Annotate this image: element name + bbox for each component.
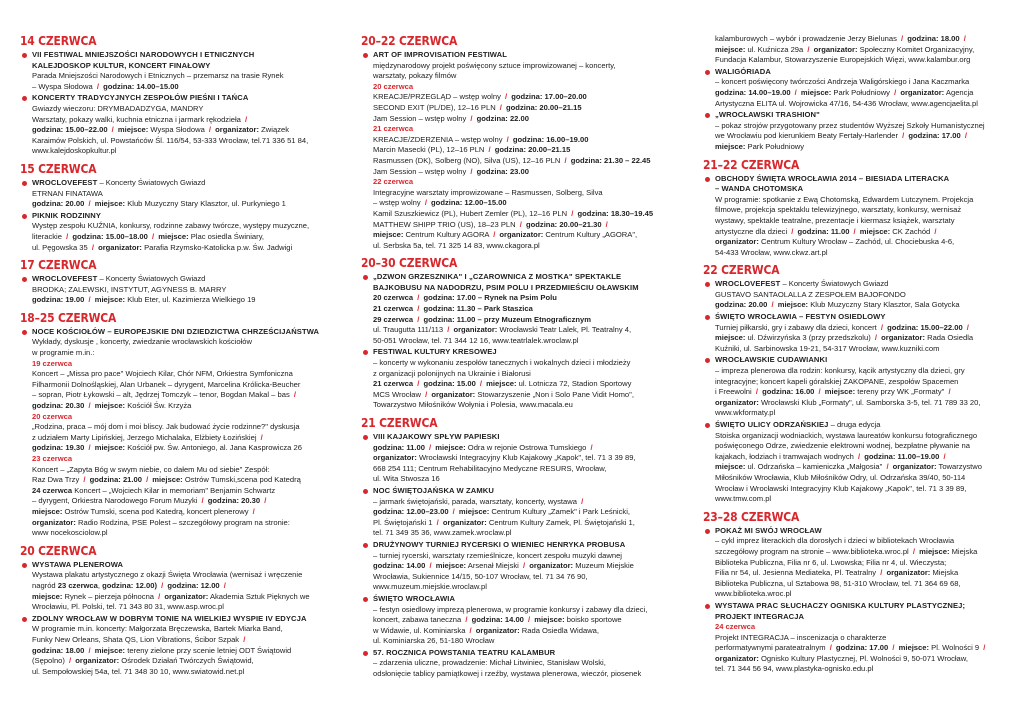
event-text-line: (Sępolno) / organizator: Ośrodek Działań Twórczych Świątowid,: [32, 656, 254, 666]
event-text-line: www.tmw.com.pl: [715, 494, 772, 504]
event-text-line: ul. Serbska 5a, tel. 71 325 14 83, www.ckagora.pl: [373, 240, 540, 250]
event-text-line: Wystawa plakatu artystycznego z okazji Święta Wrocławia (wernisaż i wręczenie: [32, 570, 303, 580]
event-text-line: www.biblioteka.wroc.pl: [715, 589, 792, 599]
bullet-icon: [22, 330, 27, 335]
event-title: WYSTAWA PRAC SŁUCHACZY OGNISKA KULTURY PLASTYCZNEJ;: [715, 600, 966, 610]
event-text-line: w programie m.in.:: [32, 348, 95, 358]
bullet-icon: [22, 53, 27, 58]
event-entry: [703, 526, 1007, 600]
event-text-line: godzina: 19.30 / miejsce: Kościół pw. Św. Antoniego, al. Jana Kasprowicza 26: [32, 443, 302, 453]
event-text-line: performatywnymi parateatralnym / godzina: 17.00 / miejsce: Pl. Wolności 9 /: [715, 643, 986, 653]
event-text-line: www nocekosciolow.pl: [32, 528, 108, 538]
event-text-line: – festyn osiedlowy imprezą plenerowa, w programie konkursy i zabawy dla dzieci,: [373, 604, 648, 614]
date-heading: 17 CZERWCA: [20, 257, 97, 273]
event-text-line: poświęconego Odrze, zwiedzenie elektrowni wodnej, bezpłatne pływanie na: [715, 441, 970, 451]
event-text-line: – koncerty w wykonaniu zespołów tanecznych i wokalnych dzieci i młodzieży: [373, 358, 631, 368]
event-text-line: Towarzystwo Miłośników Wołynia i Polesia, www.macala.eu: [373, 400, 573, 410]
event-text-line: 24 czerwca Koncert – „Wojciech Kilar in memoriam" Benjamin Schwartz: [32, 485, 276, 495]
event-text-line: organizator: Radio Rodzina, PSE Polest – szczegółowy program na stronie:: [32, 517, 290, 527]
event-text-line: tel. 71 344 56 94, www.plastyka-ognisko.edu.pl: [715, 664, 874, 674]
event-text-line: Kuźniki, ul. Sarbinowska 19-21, 54-317 Wrocław, www.kuzniki.com: [715, 343, 940, 353]
event-title: ART OF IMPROVISATION FESTIWAL: [373, 50, 507, 59]
event-title: WALIGÓRIADA: [715, 66, 771, 76]
date-heading: 22 CZERWCA: [703, 262, 780, 278]
event-entry: [361, 50, 679, 251]
event-text-line: filmowe, projekcja spektaklu telewizyjnego, warsztaty, konkursy, wernisaż: [715, 205, 962, 215]
event-text-line: organizator: Centrum Kultury Wrocław – Zachód, ul. Chociebuska 4-6,: [715, 237, 955, 247]
column-left: [20, 34, 328, 678]
event-title: ŚWIĘTO ULICY ODRZAŃSKIEJ – druga edycja: [715, 420, 881, 429]
bullet-icon: [22, 181, 27, 186]
event-text-line: integracyjne; koncert kapeli góralskiej ZAKOPANE, zespołów Spacemen: [715, 376, 959, 386]
event-text-line: z organizacji polonijnych na Ukrainie i Białorusi: [373, 368, 531, 378]
event-text-line: 24 czerwca: [715, 622, 756, 632]
event-title: POKAŻ MI SWÓJ WROCŁAW: [715, 525, 822, 535]
event-text-line: 668 254 111; Centrum Rehabilitacyjno Medyczne RESURS, Wrocław,: [373, 463, 607, 473]
event-text-line: Biblioteka Publiczna, ul Sztabowa 98, 51-310 Wrocław, tel. 71 364 69 68,: [715, 578, 961, 588]
event-text-line: Filia nr 54, ul. Jesienna Mediateka, Pl. Teatralny / organizator: Miejska: [715, 568, 959, 578]
event-text-line: – impreza plenerowa dla rodzin: konkursy, kącik artystyczny dla dzieci, gry: [715, 366, 965, 376]
event-text-line: Koncert – „Missa pro pace" Wojciech Kilar, Chór NFM, Orkiestra Symfoniczna: [32, 369, 293, 379]
event-title: „WROCŁAWSKI TRASHION": [715, 110, 820, 120]
event-text-line: 29 czerwca / godzina: 11.00 – przy Muzeum Etnograficznym: [373, 314, 591, 324]
event-text-line: miejsce: ul. Dźwirzyńska 3 (przy przedszkolu) / organizator: Rada Osiedla: [715, 333, 974, 343]
event-text-line: godzina: 12.00–23.00 / miejsce: Centrum Kultury „Zamek" i Park Leśnicki,: [373, 507, 631, 517]
event-text-line: Karaimów Polskich, ul. Powstańców Śl. 116/54, 53-333 Wrocław, tel.71 336 51 84,: [32, 135, 309, 145]
event-text-line: z udziałem Marty Lipińskiej, Jerzego Michalaka, Elżbiety Łozińskiej /: [32, 432, 263, 442]
event-text-line: Kamil Szuszkiewicz (PL), Hubert Zemler (PL), 12–16 PLN / godzina: 18.30–19.45: [373, 208, 654, 218]
event-text-line: www.kalejdoskopkultur.pl: [32, 146, 117, 156]
bullet-icon: [363, 350, 368, 355]
event-text-line: godzina: 18.00 / miejsce: tereny zielone przy scenie letniej ODT Świątowid: [32, 645, 292, 655]
event-text-line: 20 czerwca: [32, 411, 73, 421]
column-middle: [361, 34, 679, 681]
event-text-line: W programie: spotkanie z Ewą Chotomską, Edwardem Lutczynem. Projekcja: [715, 194, 974, 204]
event-text-line: organizator: Wrocławski Integracyjny Klub Kajakowy „Kapok", tel. 71 3 39 89,: [373, 453, 636, 463]
event-text-line: godzina: 14.00 / miejsce: Arsenał Miejski / organizator: Muzeum Miejskie: [373, 561, 634, 571]
event-text-line: 19 czerwca: [32, 358, 73, 368]
event-entry: [361, 272, 679, 346]
event-text-line: ul. Traugutta 111/113 / organizator: Wrocławski Teatr Lalek, Pl. Teatralny 4,: [373, 325, 632, 335]
date-heading: 20–30 CZERWCA: [361, 255, 458, 271]
event-entry: [703, 355, 1007, 419]
event-text-line: godzina: 20.00 / miejsce: Klub Muzyczny Stary Klasztor, Sala Gotycka: [715, 300, 960, 310]
event-title: WROCŁAWSKIE CUDAWIANKI: [715, 355, 828, 365]
event-text-line: Wykłady, dyskusje , koncerty, zwiedzanie wrocławskich kościołów: [32, 337, 252, 347]
bullet-icon: [22, 277, 27, 282]
event-text-line: 23 czerwca: [32, 454, 73, 463]
event-text-line: Fundacja Kalambur, Stowarzyszenie Europejskich Więzi, www.kalambur.org: [715, 55, 971, 65]
event-title-note: – Koncerty Światowych Gwiazd: [780, 279, 889, 289]
event-entry: [703, 312, 1007, 354]
event-title: NOC ŚWIĘTOJAŃSKA W ZAMKU: [373, 485, 494, 495]
date-heading: 14 CZERWCA: [20, 33, 97, 48]
event-text-line: 20 czerwca: [373, 81, 414, 91]
bullet-icon: [363, 651, 368, 656]
event-text-line: – turniej rycerski, warsztaty rzemieślnicze, koncert zespołu muzyki dawnej: [373, 550, 622, 560]
event-text-line: godzina: 20.30 / miejsce: Kościół Św. Krzyża: [32, 401, 192, 411]
event-text-line: Projekt INTEGRACJA – inscenizacja o charakterze: [715, 632, 887, 642]
event-text-line: 21 czerwca: [373, 124, 414, 134]
event-title-note: – druga edycja: [828, 420, 881, 429]
event-entry: [703, 420, 1007, 505]
event-entry: [20, 50, 328, 92]
event-text-line: – wstęp wolny / godzina: 12.00–15.00: [373, 198, 507, 208]
event-text-line: godzina: 11.00 / miejsce: Odra w rejonie Ostrowa Tumskiego /: [373, 442, 593, 452]
event-title: WROCLOVEFEST – Koncerty Światowych Gwiazd: [32, 177, 206, 187]
bullet-icon: [22, 617, 27, 622]
bullet-icon: [705, 113, 710, 118]
event-text-line: tel. 71 349 35 36, www.zamek.wroclaw.pl: [373, 528, 512, 538]
event-text-line: godzina: 19.00 / miejsce: Klub Eter, ul. Kazimierza Wielkiego 19: [32, 295, 256, 305]
event-title-note: – Koncerty Światowych Gwiazd: [97, 177, 206, 187]
event-entry: [703, 67, 1007, 109]
bullet-icon: [363, 275, 368, 280]
date-heading: 15 CZERWCA: [20, 160, 97, 176]
event-text-line: we Wrocławiu pod kierunkiem Beaty Fertały-Harlender / godzina: 17.00 /: [715, 131, 967, 141]
bullet-icon: [22, 214, 27, 219]
event-text-line: MCS Wrocław / organizator: Stowarzyszenie „Non i Solo Pane Vidit Homo",: [373, 389, 634, 399]
event-title: 57. ROCZNICA POWSTANIA TEATRU KALAMBUR: [373, 647, 556, 657]
event-title: ŚWIĘTO WROCŁAWIA: [373, 593, 456, 603]
event-text-line: GUSTAVO SANTAOLALLA Z ZESPOŁEM BAJOFONDO: [715, 289, 906, 299]
bullet-icon: [705, 604, 710, 609]
event-text-line: Warsztaty, pokazy walki, kuchnia etniczna i jarmark rękodzieła /: [32, 114, 248, 124]
bullet-icon: [363, 53, 368, 58]
event-text-line: Biblioteka Publiczna, Filia nr 6, ul. Lwowska; Filia nr 4, ul. Wieczysta;: [715, 557, 947, 567]
event-text-line: Raz Dwa Trzy / godzina: 21.00 / miejsce: Ostrów Tumski,scena pod Katedrą: [32, 475, 301, 485]
event-text-line: godzina: 20.00 / miejsce: Klub Muzyczny Stary Klasztor, ul. Purkyniego 1: [32, 199, 286, 209]
event-text-line: – cykl imprez literackich dla dorosłych i dzieci w bibliotekach Wrocławia: [715, 536, 955, 546]
event-text-line: Filharmonii Dolnośląskiej, Alan Urbanek – dyrygent, Marcelina Królicka-Beucher: [32, 379, 301, 389]
event-entry: [20, 274, 328, 306]
bullet-icon: [705, 70, 710, 75]
event-title: VIII KAJAKOWY SPŁYW PAPIESKI: [373, 432, 500, 441]
event-title: OBCHODY ŚWIĘTA WROCŁAWIA 2014 – BIESIADA LITERACKA: [715, 173, 950, 183]
event-entry: [703, 279, 1007, 311]
event-text-line: koncert, zabawa taneczna / godzina: 14.00 / miejsce: boisko sportowe: [373, 615, 622, 625]
event-text-line: 54-433 Wrocław, www.ckwz.art.pl: [715, 247, 828, 257]
event-text-line: ul. Kominiarska 26, 51-180 Wrocław: [373, 636, 495, 646]
event-title: ŚWIĘTO WROCŁAWIA – FESTYN OSIEDLOWY: [715, 312, 886, 322]
event-text-line: – dyrygent, Orkiestra Narodowego Forum Muzyki / godzina: 20.30 /: [32, 496, 267, 506]
date-heading: 18–25 CZERWCA: [20, 309, 117, 325]
bullet-icon: [363, 489, 368, 494]
bullet-icon: [22, 96, 27, 101]
event-title: WYSTAWA PLENEROWA: [32, 559, 124, 569]
event-text-line: 50-051 Wrocław, tel. 71 344 12 16, www.teatrlalek.wroclaw.pl: [373, 335, 579, 345]
event-text-line: w Widawie, ul. Kominiarska / organizator: Rada Osiedla Widawa,: [373, 625, 600, 635]
event-text-line: warsztaty, pokazy filmów: [373, 71, 457, 81]
bullet-icon: [705, 177, 710, 182]
event-title: – WANDA CHOTOMSKA: [715, 184, 804, 194]
event-text-line: odsłonięcie tablicy pamiątkowej i rzeźby, wystawa plenerowa, wieczór, piosenek: [373, 669, 642, 679]
event-text-line: Funky New Orleans, Shata QS, Lion Vibrations, Ścibor Szpak /: [32, 634, 246, 644]
event-text-line: Pl. Świętojański 1 / organizator: Centrum Kultury Zamek, Pl. Świętojański 1,: [373, 517, 635, 527]
event-entry: [703, 601, 1007, 675]
event-text-line: kalamburowych – wybór i prowadzenie Jerzy Bielunas / godzina: 18.00 /: [715, 34, 966, 43]
event-text-line: Rasmussen (DK), Solberg (NO), Silva (US), 12–16 PLN / godzina: 21.30 – 22.45: [373, 155, 651, 165]
event-title: KONCERTY TRADYCYJNYCH ZESPOŁÓW PIEŚNI I TAŃCA: [32, 93, 249, 103]
event-text-line: literackie / godzina: 15.00–18.00 / miejsce: Plac osiedla Świniary,: [32, 231, 265, 241]
event-text-line: Miłośników Wrocławia, Klub Miłośników Odry, ul. Odrzańska 39/40, 50-114: [715, 472, 966, 482]
event-text-line: i Freewolni / godzina: 16.00 / miejsce: tereny przy WK „Formaty" /: [715, 387, 951, 397]
event-entry: [20, 93, 328, 157]
event-text-line: Artystyczna ELITA ul. Wojrowicka 47/16, 54-436 Wrocław, www.agencjaelita.pl: [715, 98, 978, 108]
bullet-icon: [363, 597, 368, 602]
event-title: VII FESTIWAL MNIEJSZOŚCI NARODOWYCH I ETNICZNYCH: [32, 50, 255, 59]
event-entry: [361, 594, 679, 647]
event-text-line: Integracyjne warsztaty improwizowane – Rasmussen, Solberg, Silva: [373, 187, 603, 197]
event-title: BAJKOBUSU NA NADODRZU, PSIM POLU I PRZEDMIEŚCIU OŁAWSKIM: [373, 282, 639, 292]
date-heading: 20 CZERWCA: [20, 542, 97, 558]
event-continued: [703, 34, 1007, 66]
event-text-line: – zdarzenia uliczne, prowadzenie: Michał Litwiniec, Stanisław Wolski,: [373, 658, 606, 668]
event-text-line: ul. Pęgowska 35 / organizator: Parafia Rzymsko-Katolicka p.w. Św. Jadwigi: [32, 242, 293, 252]
event-text-line: www.muzeum.miejskie.wroclaw.pl: [373, 582, 487, 592]
event-text-line: – sopran, Piotr Łykowski – alt, Jędrzej Tomczyk – tenor, Bogdan Makal – bas /: [32, 390, 296, 400]
event-entry: [20, 614, 328, 678]
bullet-icon: [705, 358, 710, 363]
event-title: PIKNIK RODZINNY: [32, 210, 102, 220]
event-text-line: ul. Sempołowskiej 54a, tel. 71 348 30 10, www.swiatowid.net.pl: [32, 666, 245, 676]
event-text-line: – jarmark świętojański, parada, warsztaty, koncerty, wystawa /: [373, 496, 584, 506]
event-text-line: 21 czerwca / godzina: 11.30 – Park Staszica: [373, 304, 533, 314]
event-title: WROCLOVEFEST – Koncerty Światowych Gwiazd: [32, 274, 206, 284]
event-text-line: „Rodzina, praca – mój dom i moi bliscy. Jak budować życie rodzinne?" dyskusja: [32, 422, 300, 432]
event-entry: [361, 347, 679, 411]
event-text-line: artystyczne dla dzieci / godzina: 11.00 / miejsce: CK Zachód /: [715, 226, 937, 236]
bullet-icon: [363, 543, 368, 548]
event-text-line: godzina: 14.00–19.00 / miejsce: Park Południowy / organizator: Agencja: [715, 87, 974, 97]
date-heading: 20–22 CZERWCA: [361, 33, 458, 48]
event-title: WROCLOVEFEST – Koncerty Światowych Gwiazd: [715, 279, 889, 289]
event-text-line: Marcin Masecki (PL), 12–16 PLN / godzina: 20.00–21.15: [373, 145, 571, 155]
event-entry: [361, 648, 679, 680]
event-text-line: 22 czerwca: [373, 177, 414, 187]
event-entry: [361, 540, 679, 593]
event-text-line: Turniej piłkarski, gry i zabawy dla dzieci, koncert / godzina: 15.00–22.00 /: [715, 322, 969, 332]
event-text-line: Parada Mniejszości Narodowych i Etnicznych – przemarsz na trasie Rynek: [32, 71, 284, 81]
event-text-line: Koncert – „Zapyta Bóg w swym niebie, co dałem Mu od siebie" Zespół:: [32, 464, 270, 474]
event-text-line: MATTHEW SHIPP TRIO (US), 18–23 PLN / godzina: 20.00–21.30 /: [373, 219, 608, 229]
event-entry: [361, 432, 679, 485]
event-title: DRUŻYNOWY TURNIEJ RYCERSKI O WIENIEC HENRYKA PROBUSA: [373, 539, 626, 549]
event-text-line: 21 czerwca / godzina: 15.00 / miejsce: ul. Lotnicza 72, Stadion Sportowy: [373, 379, 632, 389]
event-title: FESTIWAL KULTURY KRESOWEJ: [373, 347, 497, 357]
event-text-line: Wrocławiu, Pl. Polski, tel. 71 343 80 31, www.asp.wroc.pl: [32, 602, 224, 612]
event-text-line: organizator: Ognisko Kultury Plastycznej, Pl. Wolności 9, 50-071 Wrocław,: [715, 653, 968, 663]
event-entry: [703, 174, 1007, 259]
event-text-line: KREACJE/ZDERZENIA – wstęp wolny / godzina: 16.00–19.00: [373, 134, 589, 144]
event-entry: [20, 560, 328, 613]
event-entry: [703, 110, 1007, 152]
date-heading: 21–22 CZERWCA: [703, 156, 800, 172]
event-text-line: organizator: Wrocławski Klub „Formaty", ul. Samborska 3-5, tel. 71 789 33 20,: [715, 397, 981, 407]
event-entry: [20, 327, 328, 539]
event-text-line: www.wkformaty.pl: [715, 408, 776, 418]
event-text-line: SECOND EXIT (PL/DE), 12–16 PLN / godzina: 20.00–21.15: [373, 102, 582, 112]
event-text-line: wystawy, spektakle teatralne, prezentacje i kiermasz książek, warsztaty: [715, 215, 955, 225]
event-text-line: miejsce: ul. Kuźnicza 29a / organizator: Społeczny Komitet Organizacyjny,: [715, 44, 975, 54]
bullet-icon: [705, 529, 710, 534]
event-text-line: miejsce: ul. Odrzańska – kamieniczka „Małgosia" / organizator: Towarzystwo: [715, 462, 982, 472]
bullet-icon: [705, 315, 710, 320]
event-text-line: Jam Session – wstęp wolny / godzina: 22.00: [373, 113, 529, 123]
event-text-line: Stoiska organizacji wodniackich, wystawa laureatów konkursu fotograficznego: [715, 430, 978, 440]
event-text-line: godzina: 15.00–22.00 / miejsce: Wyspa Słodowa / organizator: Związek: [32, 125, 290, 135]
event-text-line: KREACJE/PRZEGLĄD – wstęp wolny / godzina: 17.00–20.00: [373, 92, 587, 102]
event-text-line: szczegółowy program na stronie – www.biblioteka.wroc.pl / miejsce: Miejska: [715, 546, 978, 556]
event-text-line: Jam Session – wstęp wolny / godzina: 23.00: [373, 166, 529, 176]
event-text-line: W programie m.in. koncerty: Małgorzata Bręczewska, Bartek Miarka Band,: [32, 624, 283, 634]
event-text-line: – Wyspa Słodowa / godzina: 14.00–15.00: [32, 81, 179, 91]
event-entry: [361, 486, 679, 539]
event-title: PROJEKT INTEGRACJA: [715, 611, 805, 621]
event-text-line: Występ zespołu KUŹNIA, konkursy, rodzinne zabawy twórcze, występy muzyczne,: [32, 221, 310, 231]
bullet-icon: [22, 563, 27, 568]
event-text-line: – pokaz strojów przygotowany przez studentów Wyższej Szkoły Humanistycznej: [715, 120, 985, 130]
bullet-icon: [705, 423, 710, 428]
event-text-line: miejsce: Centrum Kultury AGORA / organizator: Centrum Kultury „AGORA",: [373, 230, 638, 240]
event-text-line: Wrocław i Wrocławski Integracyjny Klub Kajakowy „Kapok", tel. 71 3 39 89,: [715, 483, 967, 493]
column-right: [703, 34, 1007, 676]
event-title: KALEJDOSKOP KULTUR, KONCERT FINAŁOWY: [32, 60, 211, 70]
event-text-line: ETRNAN FINATAWA: [32, 188, 103, 198]
event-text-line: miejsce: Rynek – pierzeja północna / organizator: Akademia Sztuk Pięknych we: [32, 591, 310, 601]
event-title: NOCE KOŚCIOŁÓW – EUROPEJSKIE DNI DZIEDZICTWA CHRZEŚCIJAŃSTWA: [32, 326, 320, 336]
event-title: „DZWON GRZESZNIKA" I „CZAROWNICA Z MOSTKA" SPEKTAKLE: [373, 272, 622, 282]
event-text-line: ul. Wita Stwosza 16: [373, 474, 440, 484]
event-text-line: Gwiazdy wieczoru: DRYMBADADZYGA, MANDRY: [32, 103, 204, 113]
event-text-line: miejsce: Ostrów Tumski, scena pod Katedrą, koncert plenerowy /: [32, 506, 255, 516]
event-entry: [20, 211, 328, 253]
event-text-line: Wrocławia, Sukiennice 14/15, 50-107 Wrocław, tel. 71 34 76 90,: [373, 571, 588, 581]
date-heading: 23–28 CZERWCA: [703, 508, 800, 524]
event-title: ZDOLNY WROCŁAW W DOBRYM TONIE NA WIELKIEJ WYSPIE IV EDYCJA: [32, 613, 307, 623]
bullet-icon: [705, 282, 710, 287]
event-text-line: międzynarodowy projekt poświęcony sztuce improwizowanej – koncerty,: [373, 60, 616, 70]
event-title-note: – Koncerty Światowych Gwiazd: [97, 274, 206, 284]
event-entry: [20, 178, 328, 210]
date-heading: 21 CZERWCA: [361, 415, 438, 430]
event-text-line: BRODKA; ZALEWSKI, INSTYTUT, AGYNESS B. MARRY: [32, 284, 227, 294]
event-text-line: kajakach, łodziach i tramwajach wodnych / godzina: 11.00–19.00 /: [715, 451, 946, 461]
event-text-line: – koncert poświęcony twórczości Andrzeja Waligórskiego i Jana Kaczmarka: [715, 77, 970, 87]
bullet-icon: [363, 435, 368, 440]
event-text-line: 20 czerwca / godzina: 17.00 – Rynek na Psim Polu: [373, 293, 557, 303]
event-text-line: miejsce: Park Południowy: [715, 141, 805, 151]
event-text-line: nagród 23 czerwca, godzina: 12.00) / godzina: 12.00 /: [32, 580, 226, 590]
